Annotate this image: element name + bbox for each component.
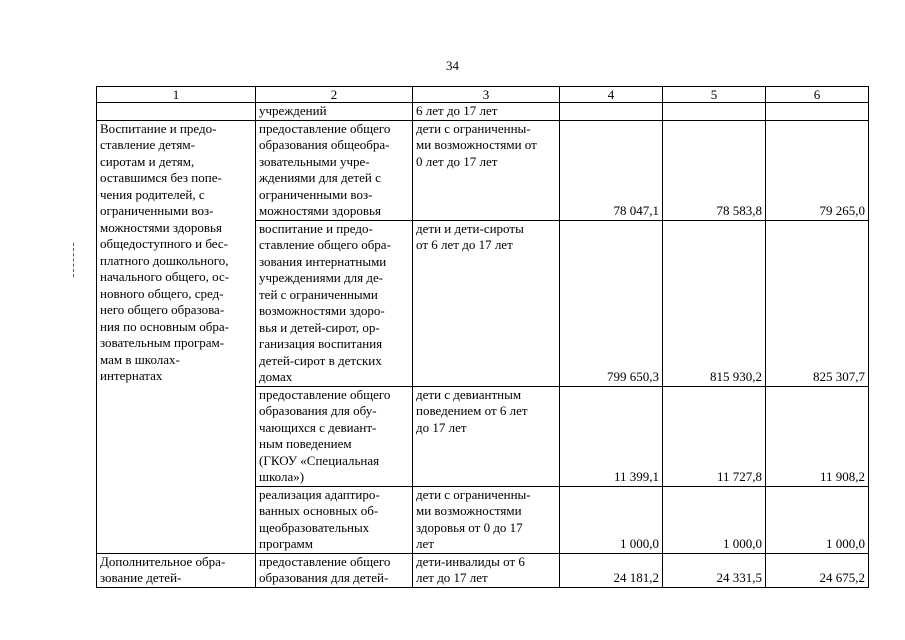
table-row <box>97 553 869 587</box>
service-cell: предоставление общего образования для детей- <box>256 553 413 587</box>
value-cell: 11 908,2 <box>766 386 869 486</box>
header-cell: 1 <box>97 87 256 103</box>
header-cell: 5 <box>663 87 766 103</box>
value-cell: 11 399,1 <box>560 386 663 486</box>
value-cell: 11 727,8 <box>663 386 766 486</box>
value-cell: 1 000,0 <box>663 486 766 553</box>
value-cell: 79 265,0 <box>766 120 869 220</box>
value-cell: 815 930,2 <box>663 220 766 386</box>
value-cell: 78 047,1 <box>560 120 663 220</box>
budget-table <box>96 86 869 588</box>
category-cell: дети-инвалиды от 6 лет до 17 лет <box>413 553 560 587</box>
value-cell <box>663 103 766 121</box>
value-cell: 1 000,0 <box>766 486 869 553</box>
service-cell: воспитание и предо- ставление общего обра- зования интернатными учреждениями для де- тей с ограниченными возможностями здоро- вья и детей-сирот, ор- ганизация воспитания детей-сирот в детских домах <box>256 220 413 386</box>
value-cell: 1 000,0 <box>560 486 663 553</box>
value-cell: 78 583,8 <box>663 120 766 220</box>
value-cell: 24 675,2 <box>766 553 869 587</box>
value-cell: 799 650,3 <box>560 220 663 386</box>
service-cell: реализация адаптиро- ванных основных об- щеобразовательных программ <box>256 486 413 553</box>
service-cell: предоставление общего образования для обу- чающихся с девиант- ным поведением (ГКОУ «Специальная школа») <box>256 386 413 486</box>
category-cell: 6 лет до 17 лет <box>413 103 560 121</box>
category-cell: дети с девиантным поведением от 6 лет до 17 лет <box>413 386 560 486</box>
page-number: 34 <box>446 58 459 73</box>
value-cell: 24 181,2 <box>560 553 663 587</box>
value-cell: 24 331,5 <box>663 553 766 587</box>
section-name-cell: Воспитание и предо- ставление детям- сиротам и детям, оставшимся без попе- чения родителей, с ограниченными воз- можностями здоровья общедоступного и бес- платного дошкольного, начального общего, ос- новного общего, сред- него общего образова- ния по основным обра- зовательным програм- мам в школах- интернатах <box>97 120 256 553</box>
header-cell: 4 <box>560 87 663 103</box>
value-cell: 825 307,7 <box>766 220 869 386</box>
category-cell: дети с ограниченны- ми возможностями здоровья от 0 до 17 лет <box>413 486 560 553</box>
section-name-cell: Дополнительное обра- зование детей- <box>97 553 256 587</box>
header-cell: 2 <box>256 87 413 103</box>
value-cell <box>766 103 869 121</box>
service-cell: учреждений <box>256 103 413 121</box>
header-cell: 6 <box>766 87 869 103</box>
value-cell <box>560 103 663 121</box>
header-cell: 3 <box>413 87 560 103</box>
category-cell: дети с ограниченны- ми возможностями от 0 лет до 17 лет <box>413 120 560 220</box>
service-cell: предоставление общего образования общеобра- зовательными учре- ждениями для детей с ограниченными воз- можностями здоровья <box>256 120 413 220</box>
table-header-row <box>97 87 869 103</box>
category-cell: дети и дети-сироты от 6 лет до 17 лет <box>413 220 560 386</box>
section-name-cell <box>97 103 256 121</box>
table-row <box>97 103 869 121</box>
table-row <box>97 120 869 220</box>
margin-mark <box>73 243 76 277</box>
